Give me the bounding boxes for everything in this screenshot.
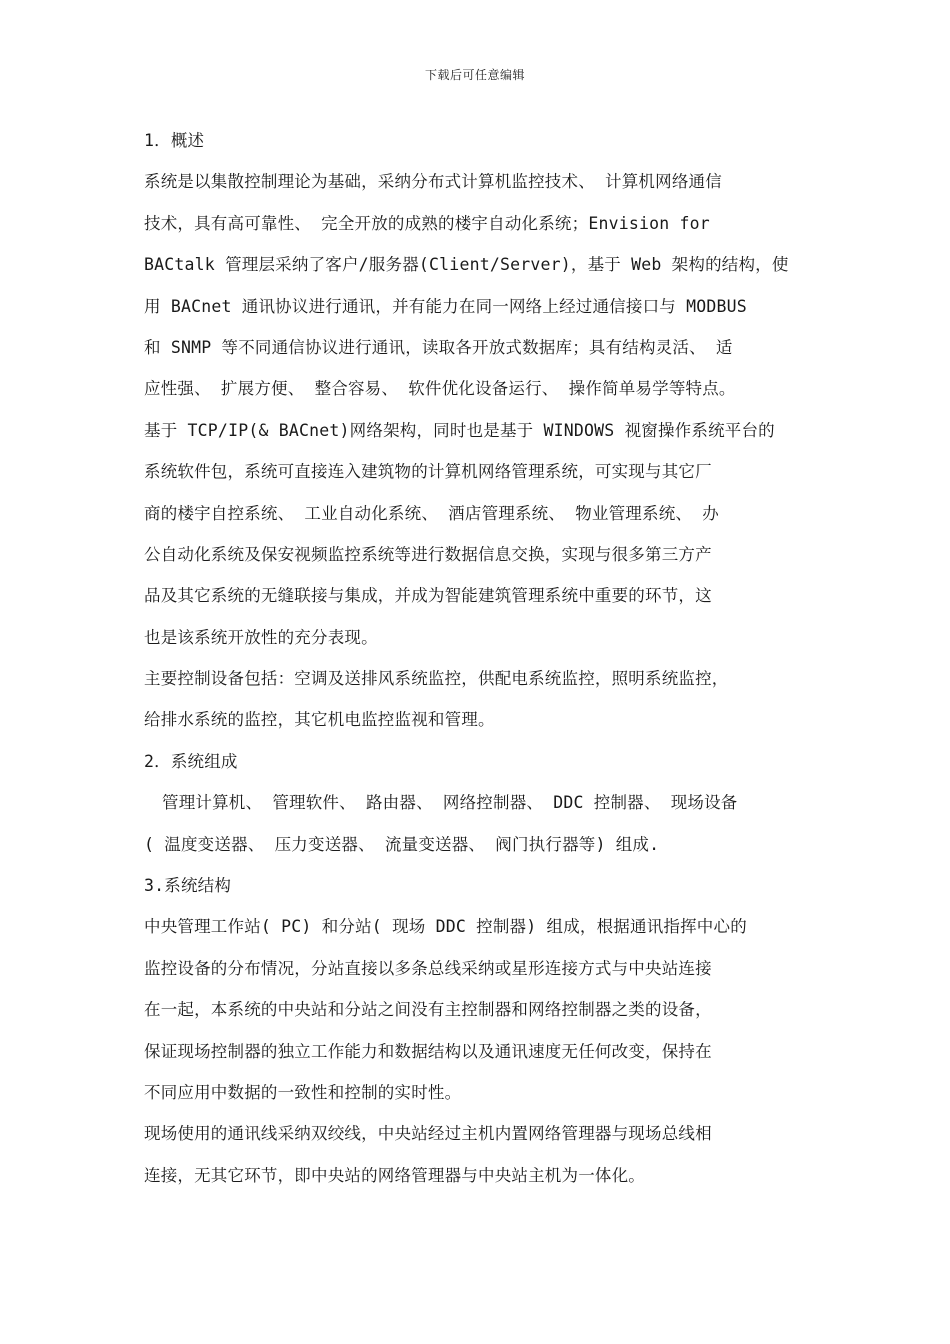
paragraph-line: 系统软件包，系统可直接连入建筑物的计算机网络管理系统，可实现与其它厂 bbox=[144, 462, 712, 482]
paragraph-line: 基于 TCP/IP(& BACnet)网络架构，同时也是基于 WINDOWS 视窗操作系统平台的 bbox=[144, 420, 775, 440]
paragraph-line: 中央管理工作站( PC) 和分站( 现场 DDC 控制器) 组成，根据通讯指挥中心的 bbox=[144, 917, 747, 937]
paragraph-line: 和 SNMP 等不同通信协议进行通讯，读取各开放式数据库；具有结构灵活、 适 bbox=[144, 337, 733, 357]
paragraph-line: 管理计算机、 管理软件、 路由器、 网络控制器、 DDC 控制器、 现场设备 bbox=[162, 793, 738, 813]
document-body bbox=[144, 120, 814, 1196]
paragraph-line: 公自动化系统及保安视频监控系统等进行数据信息交换，实现与很多第三方产 bbox=[144, 544, 712, 564]
paragraph-line: 保证现场控制器的独立工作能力和数据结构以及通讯速度无任何改变，保持在 bbox=[144, 1041, 712, 1061]
paragraph-line: ( 温度变送器、 压力变送器、 流量变送器、 阀门执行器等) 组成. bbox=[144, 834, 660, 854]
paragraph-line: 连接，无其它环节，即中央站的网络管理器与中央站主机为一体化。 bbox=[144, 1165, 645, 1185]
paragraph-line: BACtalk 管理层采纳了客户/服务器(Client/Server)，基于 Web 架构的结构，使 bbox=[144, 255, 789, 275]
paragraph-line: 系统是以集散控制理论为基础，采纳分布式计算机监控技术、 计算机网络通信 bbox=[144, 172, 722, 192]
paragraph-line: 用 BACnet 通讯协议进行通讯，并有能力在同一网络上经过通信接口与 MODBUS bbox=[144, 296, 747, 316]
paragraph-line: 也是该系统开放性的充分表现。 bbox=[144, 627, 378, 647]
page-header: 下载后可任意编辑 bbox=[424, 68, 525, 82]
paragraph-line: 应性强、 扩展方便、 整合容易、 软件优化设备运行、 操作简单易学等特点。 bbox=[144, 379, 736, 399]
paragraph-line: 主要控制设备包括：空调及送排风系统监控，供配电系统监控，照明系统监控， bbox=[144, 669, 729, 689]
paragraph-line: 商的楼宇自控系统、 工业自动化系统、 酒店管理系统、 物业管理系统、 办 bbox=[144, 503, 719, 523]
paragraph-line: 监控设备的分布情况，分站直接以多条总线采纳或星形连接方式与中央站连接 bbox=[144, 958, 712, 978]
section-heading-composition: 2．系统组成 bbox=[144, 751, 238, 771]
paragraph-line: 给排水系统的监控，其它机电监控监视和管理。 bbox=[144, 710, 495, 730]
section-heading-structure: 3.系统结构 bbox=[144, 876, 232, 896]
paragraph-line: 在一起，本系统的中央站和分站之间没有主控制器和网络控制器之类的设备， bbox=[144, 1000, 712, 1020]
paragraph-line: 不同应用中数据的一致性和控制的实时性。 bbox=[144, 1082, 462, 1102]
paragraph-line: 品及其它系统的无缝联接与集成，并成为智能建筑管理系统中重要的环节，这 bbox=[144, 586, 712, 606]
paragraph-line: 现场使用的通讯线采纳双绞线，中央站经过主机内置网络管理器与现场总线相 bbox=[144, 1124, 712, 1144]
paragraph-line: 技术，具有高可靠性、 完全开放的成熟的楼宇自动化系统；Envision for bbox=[144, 213, 710, 233]
section-heading-overview: 1．概述 bbox=[144, 131, 205, 150]
